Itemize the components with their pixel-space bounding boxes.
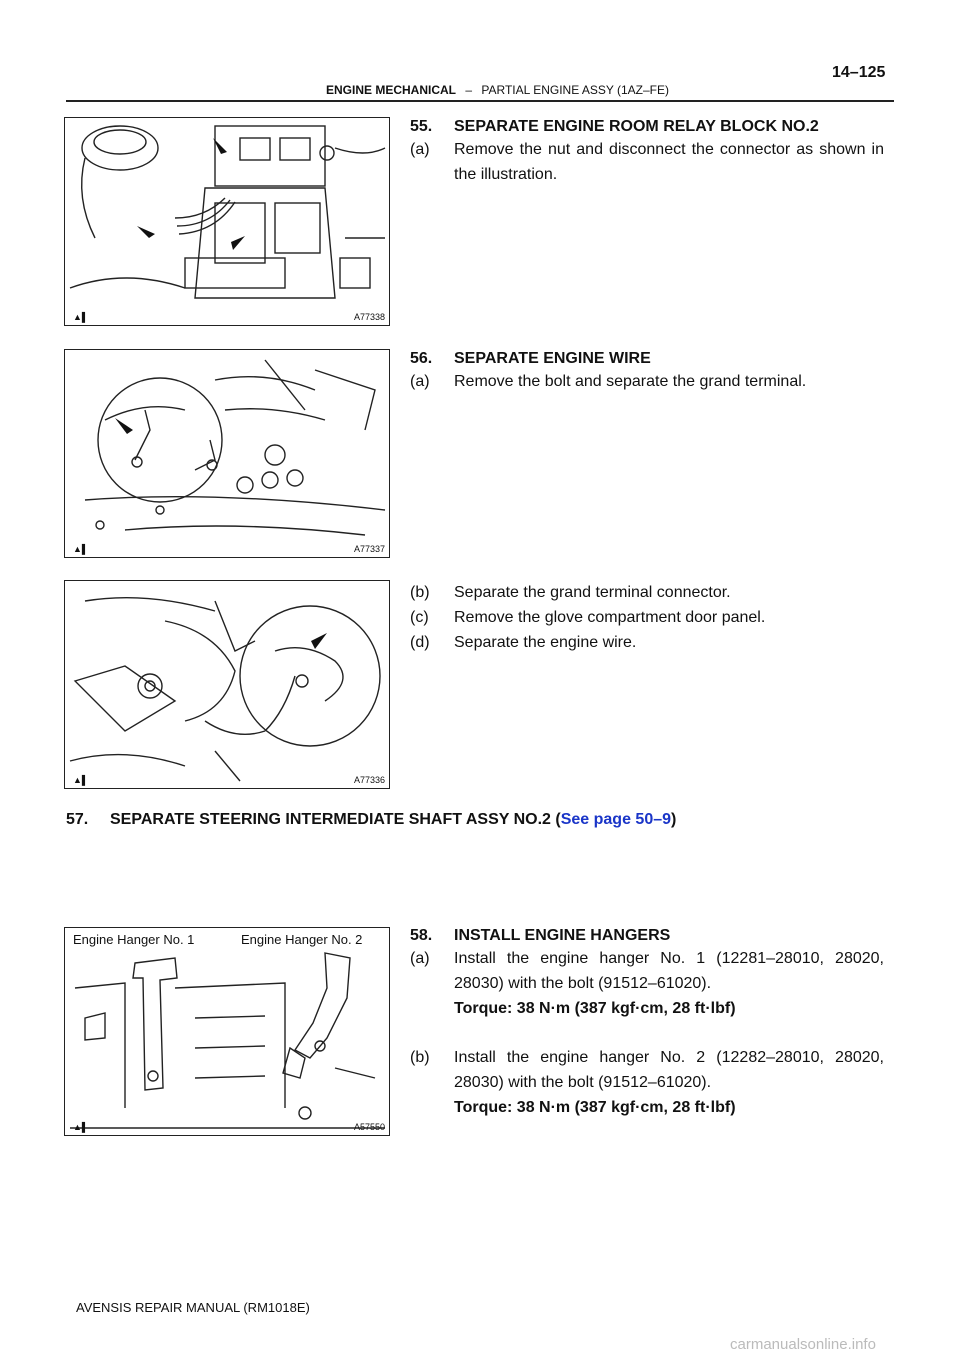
torque-spec: Torque: 38 N·m (387 kgf·cm, 28 ft·lbf) [454,1000,736,1017]
footer-manual-id: AVENSIS REPAIR MANUAL (RM1018E) [76,1300,310,1315]
substep-label: (a) [410,950,430,967]
step-56d [410,630,884,655]
figure-relay-block [64,117,390,326]
step-title: SEPARATE ENGINE ROOM RELAY BLOCK NO.2 [454,118,819,135]
step-58b [410,1045,884,1120]
step-title: INSTALL ENGINE HANGERS [454,927,671,944]
figure-id: A57550 [353,1122,385,1132]
substep-text: Remove the bolt and separate the grand terminal. [454,373,807,390]
see-page-link[interactable]: See page 50–9 [560,811,672,828]
running-header [326,83,669,97]
figure-id: A77338 [353,312,385,322]
figure-engine-hangers [64,927,390,1136]
step-57-title [66,811,676,829]
subsection-title: PARTIAL ENGINE ASSY (1AZ–FE) [481,83,670,97]
step-56-title [410,350,651,368]
watermark: carmanualsonline.info [730,1336,876,1353]
substep-text: Install the engine hanger No. 2 (12282–28010, 28020, 28030) with the bolt (91512–61020). [454,1049,884,1091]
step-number: 57. [66,811,89,828]
substep-label: (b) [410,584,430,601]
engine-hanger-no2-label: Engine Hanger No. 2 [241,932,363,947]
substep-label: (a) [410,141,430,158]
step-56b [410,580,884,605]
step-number: 58. [410,927,433,944]
step-number: 56. [410,350,433,367]
grand-terminal-illustration [65,581,389,788]
figure-engine-wire [64,349,390,558]
engine-hangers-illustration [65,928,389,1135]
substep-text: Separate the engine wire. [454,634,637,651]
step-56a [410,369,884,394]
page-number: 14–125 [832,64,886,81]
figure-grand-terminal [64,580,390,789]
figure-mark: ▲▌ [73,312,89,322]
step-55-title [410,118,819,136]
figure-id: A77337 [353,544,385,554]
step-title: SEPARATE ENGINE WIRE [454,350,651,367]
substep-text: Separate the grand terminal connector. [454,584,731,601]
header-separator: – [465,83,473,97]
figure-mark: ▲▌ [73,775,89,785]
step-58-title [410,927,670,945]
figure-mark: ▲▌ [73,544,89,554]
figure-id: A77336 [353,775,385,785]
substep-text: Remove the glove compartment door panel. [454,609,766,626]
section-title: ENGINE MECHANICAL [326,83,457,97]
step-55a [410,137,884,187]
figure-mark: ▲▌ [73,1122,89,1132]
substep-label: (b) [410,1049,430,1066]
header-rule [66,100,894,102]
step-number: 55. [410,118,433,135]
step-56c [410,605,884,630]
step-title-close: ) [671,811,677,828]
substep-label: (a) [410,373,430,390]
step-58a [410,946,884,1021]
substep-text: Install the engine hanger No. 1 (12281–28010, 28020, 28030) with the bolt (91512–61020). [454,950,884,992]
relay-block-illustration [65,118,389,325]
substep-text: Remove the nut and disconnect the connector as shown in the illustration. [454,141,884,183]
substep-label: (d) [410,634,430,651]
torque-spec: Torque: 38 N·m (387 kgf·cm, 28 ft·lbf) [454,1099,736,1116]
engine-wire-illustration [65,350,389,557]
substep-label: (c) [410,609,429,626]
step-title: SEPARATE STEERING INTERMEDIATE SHAFT ASSY NO.2 ( [110,811,561,828]
engine-hanger-no1-label: Engine Hanger No. 1 [73,932,195,947]
